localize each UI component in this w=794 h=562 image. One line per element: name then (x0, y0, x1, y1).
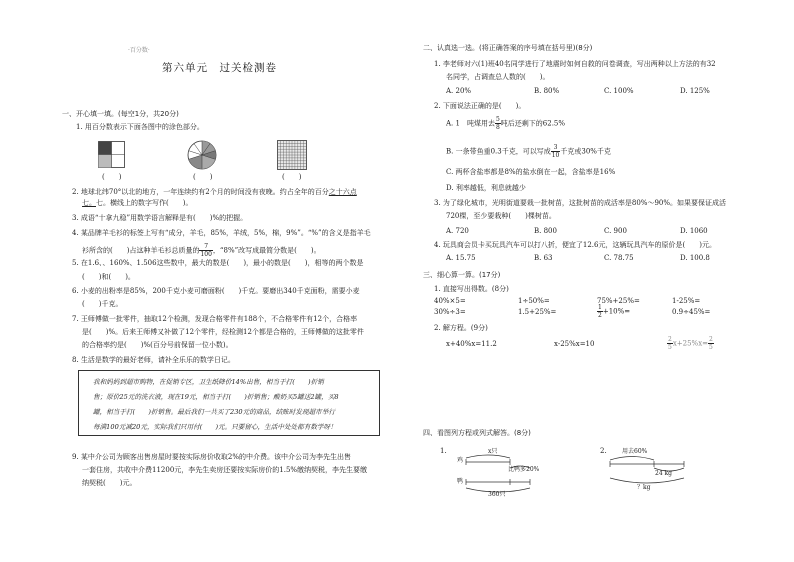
diary-text (93, 375, 377, 435)
option-2-1-b[interactable]: B. 80% (534, 87, 560, 95)
diagram2-number: 2. (600, 447, 607, 455)
question-2-3-line-a: 3. 为了绿化城市，光明街道要栽一批树苗，这批树苗的成活率是80%～90%。如果要保证成活 (434, 199, 727, 207)
option-2-3-d[interactable]: D. 1060 (680, 227, 708, 235)
question-1-7-line-b: 是( )%。后来王师傅又补做了12个零件，经检测12个都是合格的，王师傅做的这批零件 (82, 328, 364, 336)
calc-2-3 (597, 304, 630, 319)
diagram2-segment-chart (606, 450, 696, 500)
question-1-9-line-c: 纳契税( )元。 (82, 479, 137, 487)
diagram1-mid-label: 比鸭多20% (508, 466, 540, 473)
q1-blank-b[interactable]: ( ) (193, 173, 213, 181)
eq3-frac-a: $\frac{2}{5}$ (668, 336, 672, 351)
option-2-2-d[interactable]: D. 利率越低，利息就越少 (446, 184, 526, 192)
calc-1-3: 75%+25%= (597, 297, 640, 305)
diagram1-bottom-label: 360只 (488, 491, 506, 498)
question-1-5-line-b: ( )和( )。 (82, 273, 135, 281)
question-2-4: 4. 玩具商会员卡买玩具汽车可以打八折，便宜了12.6元，这辆玩具汽车的原价是( )元。 (434, 241, 716, 249)
calc-2-2: 1.5+25%= (518, 308, 557, 316)
diagram1-top-label: x只 (488, 448, 498, 455)
question-1-2-line-b: 七。七。横线上的数字写作( )。 (82, 199, 193, 207)
opt-b-post: 千克或30%千克 (560, 147, 611, 156)
question-1-2-line-a (72, 188, 357, 197)
diagram1-row1-label: 鸡 (457, 457, 464, 464)
question-1-1: 1. 用百分数表示下面各图中的涂色部分。 (76, 123, 204, 131)
question-1-8: 8. 生活是数学的最好老师，请补全乐乐的数学日记。 (72, 356, 235, 364)
question-2-3-line-b: 720棵，至少要栽种( )棵树苗。 (446, 212, 556, 220)
q2-underlined-number: 之十六点 (328, 188, 357, 196)
diary-line-1: 我和妈妈到超市购物，在促销专区，卫生纸降价14%出售，相当于打( )折销 (93, 378, 324, 386)
diary-line-2: 售；原价25元的洗衣液，现在19元，相当于打( )折销售；酸奶买5罐送2罐，买8 (93, 393, 339, 401)
calc-1-2: 1÷50%= (518, 297, 550, 305)
calc-2-1: 30%÷3= (434, 308, 466, 316)
question-1-5-line-a: 5. 在1.6、、160%、1.506这些数中，最大的数是( )，最小的数是( )，相等的两个数是 (72, 259, 364, 267)
calc-fraction: $\frac{1}{2}$ (598, 304, 602, 319)
question-1-9-line-b: 一套住房，共收中介费11200元，李先生卖房还要按实际房价的1.5%缴纳契税，李先生要缴 (82, 466, 368, 474)
question-2-1-line-a: 1. 李老师对六(1)班40名同学进行了地震时如何自救的问卷调查，写出两种以上方法的有32 (434, 60, 716, 68)
option-2-1-a[interactable]: A. 20% (446, 87, 472, 95)
question-1-7-line-c: 的合格率约是( )%(百分号前保留一位小数)。 (82, 341, 233, 349)
calc-2-4: 0.9÷45%= (672, 308, 711, 316)
option-2-2-a[interactable] (446, 116, 565, 131)
question-2-2: 2. 下面说法正确的是( )。 (434, 102, 526, 110)
eq3-mid: x+25%x= (672, 339, 709, 348)
option-2-2-b[interactable] (446, 144, 611, 159)
option-2-4-a[interactable]: A. 15.75 (446, 254, 476, 262)
question-3-2: 2. 解方程。(9分) (434, 324, 488, 332)
diagram1-row2-label: 鸭 (457, 478, 464, 485)
option-2-2-c[interactable]: C. 两杯含盐率都是8%的盐水倒在一起，含盐率是16% (446, 168, 616, 176)
calc-2-3-tail: +10%= (602, 307, 631, 316)
opt-b-pre: B. 一条带鱼重0.3千克，可以写成 (446, 147, 551, 156)
calc-1-4: 1-25%= (672, 297, 701, 305)
q4-text-pre: 衫所含的( )占这种羊毛衫总质量的 (82, 246, 200, 255)
option-2-3-b[interactable]: B. 800 (534, 227, 557, 235)
hundred-grid-figure (277, 140, 307, 170)
page-title: 第六单元 过关检测卷 (162, 62, 277, 74)
equation-1: x+40%x=11.2 (446, 340, 497, 348)
question-2-1-line-b: 名同学，占调查总人数的( )。 (446, 73, 550, 81)
option-2-3-c[interactable]: C. 900 (604, 227, 627, 235)
q4-text-post: ，“8%”改写成最简分数是( )。 (212, 246, 321, 255)
question-3-1: 1. 直接写出得数。(8分) (434, 285, 509, 293)
opt-a-pre: A. 1 吨煤用去 (446, 119, 495, 128)
question-1-7-line-a: 7. 王师傅做一批零件，抽取12个检测，发现合格零件有188个，不合格零件有12个，合格率 (72, 315, 358, 323)
question-1-4-line-b (82, 243, 321, 258)
square-quarter-figure (98, 141, 125, 168)
q2-text-b: 七。横线上的数字写作( )。 (96, 199, 193, 207)
section1-heading: 一、开心填一填。(每空1分，共20分) (62, 110, 179, 118)
diagram2-bottom-label: ？kg (637, 484, 651, 491)
diagram2-top-label: 用去60% (622, 448, 648, 455)
option-2-4-c[interactable]: C. 78.75 (604, 254, 634, 262)
diary-box (78, 370, 380, 436)
q4-fraction: $\frac{7}{100}$ (200, 243, 212, 258)
section4-heading: 四、看图列方程或列式解答。(8分) (423, 429, 531, 437)
question-1-3: 3. 成语“十拿九稳”用数学语言解释是有( )%的把握。 (72, 214, 248, 222)
equation-3 (667, 336, 714, 351)
question-1-9-line-a: 9. 某中介公司为顾客出售房屋时要按实际房价收取2%的中介费。该中介公司为李先生出售 (72, 453, 352, 461)
calc-1-1: 40%×5= (434, 297, 466, 305)
circle-sector-figure (186, 139, 218, 171)
option-2-1-d[interactable]: D. 125% (680, 87, 710, 95)
diagram1-number: 1. (440, 447, 447, 455)
section2-heading: 二、认真选一选。(将正确答案的序号填在括号里)(8分) (423, 44, 593, 52)
question-1-6-line-a: 6. 小麦的出粉率是85%，200千克小麦可磨面粉( )千克。要磨出340千克面粉，需要小麦 (72, 287, 360, 295)
diagram2-mid-label: 24 kg (655, 470, 673, 477)
section3-heading: 三、细心算一算。(17分) (423, 271, 501, 279)
q1-blank-c[interactable]: ( ) (282, 173, 302, 181)
subject-tag: ·百分数· (128, 47, 150, 54)
diary-line-3: 罐，相当于打( )折销售。最后我们一共买了230元的商品，结账时发现超市举行 (93, 408, 335, 416)
opt-a-fraction: $\frac{5}{8}$ (495, 116, 500, 131)
question-1-4-line-a: 4. 某品牌羊毛衫的标签上写有“成分，羊毛，85%，羊绒，5%，棉，9%”。“%”的含义是指羊毛 (72, 229, 371, 237)
option-2-4-d[interactable]: D. 100.8 (680, 254, 710, 262)
q1-blank-a[interactable]: ( ) (102, 173, 122, 181)
option-2-3-a[interactable]: A. 720 (446, 227, 469, 235)
option-2-4-b[interactable]: B. 63 (534, 254, 553, 262)
opt-a-post: 吨后还剩下的62.5% (500, 119, 566, 128)
option-2-1-c[interactable]: C. 100% (604, 87, 634, 95)
eq3-frac-b: $\frac{2}{5}$ (709, 336, 713, 351)
diary-line-4: 每满100元减20元，实际我们只用付( )元。只要留心，生活中处处都有数学呀！ (93, 423, 337, 431)
opt-b-fraction: $\frac{3}{10}$ (551, 144, 560, 159)
equation-2: x-25%x=10 (554, 340, 595, 348)
question-1-6-line-b: ( )千克。 (82, 300, 123, 308)
q2-text-a: 2. 地球北纬70°以北的地方，一年连续约有2个月的时间没有夜晚。约占全年的百分 (72, 188, 329, 196)
